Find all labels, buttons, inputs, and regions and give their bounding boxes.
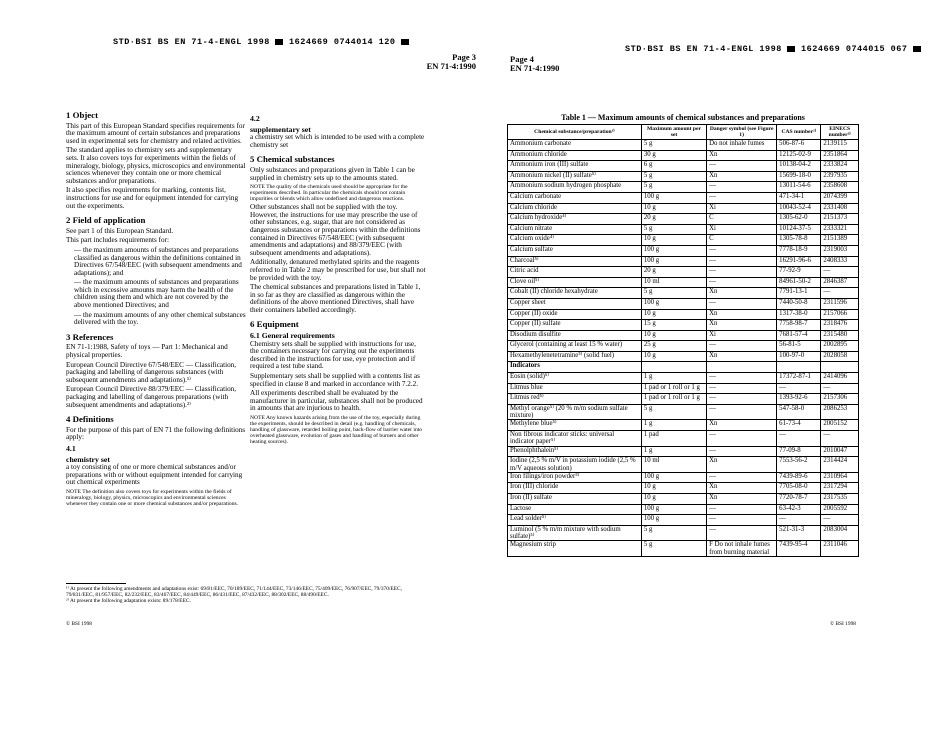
cell-einecs: 2318476: [821, 320, 859, 331]
cell-einecs: 2005152: [821, 420, 859, 431]
cell-danger-symbol: Xn: [707, 351, 777, 362]
cell-max-amount: 25 g: [641, 341, 706, 352]
cell-max-amount: 30 g: [641, 150, 706, 161]
cell-substance: Calcium carbonate: [508, 192, 642, 203]
cell-danger-symbol: —: [707, 298, 777, 309]
cell-max-amount: 5 g: [641, 140, 706, 151]
cell-max-amount: 10 ml: [641, 457, 706, 473]
cell-substance: Litmus blue: [508, 383, 642, 394]
cell-substance: Ammonium carbonate: [508, 140, 642, 151]
cell-substance: Magnesium strip: [508, 541, 642, 557]
cell-danger-symbol: Xn: [707, 288, 777, 299]
cell-danger-symbol: —: [707, 504, 777, 515]
cell-einecs: 2086253: [821, 404, 859, 420]
cell-cas: [777, 362, 821, 373]
barcode-mark: [787, 46, 795, 52]
table-row: [508, 150, 859, 161]
right-page-header: [510, 55, 559, 73]
cell-einecs: 2311596: [821, 298, 859, 309]
paragraph: The standard applies to chemistry sets and supplementary sets. It also covers toys for experiments within the fields of mineralogy, biology, physics, microscopics and environmental sciences whenever they contain one or more chemical substances and/or preparations.: [66, 146, 246, 185]
cell-danger-symbol: C: [707, 235, 777, 246]
table-row: [508, 457, 859, 473]
header-cas: CAS number²⁾: [777, 125, 821, 140]
cell-einecs: 2157066: [821, 309, 859, 320]
cell-substance: Calcium sulfate: [508, 245, 642, 256]
cell-danger-symbol: —: [707, 256, 777, 267]
cell-cas: 84961-50-2: [777, 277, 821, 288]
paragraph: Only substances and preparations given in Table 1 can be supplied in chemistry sets up to the amounts stated.: [250, 165, 415, 182]
section-4-title: 4 Definitions: [66, 414, 114, 425]
paragraph: This part includes requirements for:: [66, 236, 169, 245]
cell-max-amount: 1 g: [641, 446, 706, 457]
cell-substance: Copper (II) sulfate: [508, 320, 642, 331]
barcode-mark: [401, 39, 409, 45]
cell-max-amount: 5 g: [641, 541, 706, 557]
cell-cas: 7705-08-0: [777, 483, 821, 494]
cell-max-amount: 1 g: [641, 420, 706, 431]
cell-cas: 7791-13-1: [777, 288, 821, 299]
cell-cas: 15699-18-0: [777, 171, 821, 182]
cell-substance: Ammonium iron (III) sulfate: [508, 161, 642, 172]
cell-danger-symbol: —: [707, 182, 777, 193]
cell-substance: Iron filings/iron powder⁵⁾: [508, 472, 642, 483]
cell-cas: 7553-56-2: [777, 457, 821, 473]
cell-danger-symbol: C: [707, 214, 777, 225]
cell-danger-symbol: Xn: [707, 483, 777, 494]
cell-max-amount: 10 g: [641, 351, 706, 362]
cell-substance: Iodine (2,5 % m/V in potassium iodide (2,5 % m/V aqueous solution): [508, 457, 642, 473]
scan-header-left: [113, 37, 409, 47]
cell-einecs: 2083004: [821, 525, 859, 541]
table-row: [508, 267, 859, 278]
section-3-title: 3 References: [66, 331, 114, 342]
left-column-1: [66, 112, 246, 509]
note: NOTE Any known hazards arising from the use of the toy, especially during the experiments, should be described in detail (e.g. handling of chemicals, handling of glassware, retarded boiling point, back-flow of barrier water into overheated glassware, evolution of gases and handling of burners and other heating sources).: [250, 415, 423, 445]
cell-cas: 7439-95-4: [777, 541, 821, 557]
table-row: [508, 420, 859, 431]
cell-substance: Calcium nitrate: [508, 224, 642, 235]
reference-item: EN 71-1:1988, Safety of toys — Part 1: Mechanical and physical properties.: [66, 343, 228, 360]
cell-substance: Luminol (5 % m/m mixture with sodium sulfate)⁵⁾: [508, 525, 642, 541]
cell-cas: 61-73-4: [777, 420, 821, 431]
cell-max-amount: 1 g: [641, 373, 706, 384]
table-row: [508, 515, 859, 526]
cell-danger-symbol: —: [707, 431, 777, 447]
cell-max-amount: 5 g: [641, 404, 706, 420]
cell-danger-symbol: —: [707, 472, 777, 483]
cell-max-amount: 100 g: [641, 192, 706, 203]
definition-number: 4.1: [66, 443, 76, 453]
right-page-number: Page 4: [510, 54, 534, 64]
cell-max-amount: 100 g: [641, 515, 706, 526]
cell-danger-symbol: [707, 362, 777, 373]
right-page-footer: © BSI 1998: [830, 621, 856, 627]
cell-cas: 521-31-3: [777, 525, 821, 541]
table-row: [508, 277, 859, 288]
cell-max-amount: 5 g: [641, 525, 706, 541]
cell-max-amount: 100 g: [641, 256, 706, 267]
cell-substance: Non fibrous indicator sticks: universal indicator paper⁵⁾: [508, 431, 642, 447]
cell-danger-symbol: —: [707, 341, 777, 352]
table-row: [508, 235, 859, 246]
cell-einecs: 2358608: [821, 182, 859, 193]
cell-einecs: 2028058: [821, 351, 859, 362]
cell-substance: Methyl orange⁵⁾ (20 % m/m sodium sulfate mixture): [508, 404, 642, 420]
cell-danger-symbol: F Do not inhale fumes from burning material: [707, 541, 777, 557]
definition-term: chemistry set: [66, 454, 110, 464]
cell-substance: Iron (II) sulfate: [508, 494, 642, 505]
scan-header-right: [625, 44, 921, 54]
cell-cas: 63-42-3: [777, 504, 821, 515]
cell-max-amount: 1 pad: [641, 431, 706, 447]
cell-substance: Charcoal⁵⁾: [508, 256, 642, 267]
cell-substance: Ammonium nickel (II) sulfate⁵⁾: [508, 171, 642, 182]
cell-max-amount: 20 g: [641, 214, 706, 225]
cell-einecs: 2333824: [821, 161, 859, 172]
cell-substance: Eosin (solid)⁵⁾: [508, 373, 642, 384]
paragraph: Chemistry sets shall be supplied with instructions for use, the containers necessary for carrying out the experiments described in the instructions for use, eye protection and if required a test tube stand.: [250, 339, 416, 371]
cell-max-amount: 1 pad or 1 roll or 1 g: [641, 394, 706, 405]
cell-max-amount: 6 g: [641, 161, 706, 172]
cell-danger-symbol: Xn: [707, 171, 777, 182]
cell-cas: —: [777, 515, 821, 526]
cell-danger-symbol: —: [707, 515, 777, 526]
table-header-row: [508, 125, 859, 140]
table-row: [508, 362, 859, 373]
paragraph: For the purpose of this part of EN 71 the following definitions apply:: [66, 425, 246, 442]
cell-danger-symbol: —: [707, 267, 777, 278]
cell-danger-symbol: Xi: [707, 203, 777, 214]
paragraph: Supplementary sets shall be supplied with a contents list as specified in clause 8 and marked in accordance with 7.2.2.: [250, 372, 420, 388]
table-row: [508, 288, 859, 299]
table-row: [508, 203, 859, 214]
cell-max-amount: 5 g: [641, 182, 706, 193]
cell-einecs: 2005592: [821, 504, 859, 515]
cell-cas: 100-97-0: [777, 351, 821, 362]
cell-danger-symbol: —: [707, 383, 777, 394]
cell-substance: Cobalt (II) chloride hexahydrate: [508, 288, 642, 299]
cell-substance: Copper (II) oxide: [508, 309, 642, 320]
footnote-1: ¹⁾ At present the following amendments and adaptations exist: 69/81/EEC, 70/189/EEC, 71/144/EEC, 73/146/EEC, 75/409/EEC, 76/907/EEC, 79/370/EEC, 79/831/EEC, 81/957/EEC, 82/232/EEC, 83/467/EEC, 84/449/EEC, 86/431/EEC, 87/432/EEC, 88/302/EEC, 88/490/EEC.: [66, 586, 402, 598]
cell-einecs: 2317535: [821, 494, 859, 505]
cell-substance: Citric acid: [508, 267, 642, 278]
footnotes: [66, 583, 428, 604]
table-row: [508, 383, 859, 394]
cell-danger-symbol: Xn: [707, 150, 777, 161]
cell-einecs: 2846387: [821, 277, 859, 288]
cell-danger-symbol: Xn: [707, 320, 777, 331]
table-row: [508, 404, 859, 420]
table-row: [508, 320, 859, 331]
cell-cas: 506-87-6: [777, 140, 821, 151]
cell-cas: 1305-62-0: [777, 214, 821, 225]
paragraph: The chemical substances and preparations listed in Table 1, in so far as they are classified as dangerous within the definitions of the above mentioned Directives, shall have their containers labelled accordingly.: [250, 283, 421, 314]
cell-substance: Hexamethylenetetramine⁵⁾ (solid fuel): [508, 351, 642, 362]
cell-einecs: 2317294: [821, 483, 859, 494]
cell-cas: 77-92-9: [777, 267, 821, 278]
table-row: [508, 171, 859, 182]
paragraph: This part of this European Standard specifies requirements for the maximum amount of certain substances and preparations used in experimental sets for chemistry and related activities.: [66, 121, 245, 145]
definition-number: 4.2: [250, 114, 260, 123]
cell-danger-symbol: —: [707, 161, 777, 172]
table-row: [508, 446, 859, 457]
cell-danger-symbol: Xn: [707, 420, 777, 431]
cell-max-amount: 20 g: [641, 267, 706, 278]
cell-danger-symbol: Xi: [707, 224, 777, 235]
list-item: — the maximum amounts of substances and preparations classified as dangerous within the definitions contained in Directives 67/548/EEC (with subsequent amendments and adaptations); and: [74, 245, 242, 277]
cell-einecs: [821, 362, 859, 373]
cell-max-amount: [641, 362, 706, 373]
table-row: [508, 245, 859, 256]
cell-danger-symbol: —: [707, 446, 777, 457]
cell-substance: Lactose: [508, 504, 642, 515]
header-substance: Chemical substance/preparation¹⁾: [508, 125, 642, 140]
cell-einecs: 2139115: [821, 140, 859, 151]
table-row: [508, 140, 859, 151]
cell-einecs: 2319003: [821, 245, 859, 256]
cell-max-amount: 5 g: [641, 288, 706, 299]
table-body: [508, 140, 859, 557]
cell-einecs: 2074399: [821, 192, 859, 203]
cell-einecs: 2315480: [821, 330, 859, 341]
table-row: [508, 394, 859, 405]
cell-max-amount: 10 g: [641, 235, 706, 246]
cell-einecs: —: [821, 267, 859, 278]
table-row: [508, 256, 859, 267]
table-row: [508, 341, 859, 352]
list-item: — the maximum amounts of any other chemical substances delivered with the toy.: [74, 310, 246, 327]
list-item: — the maximum amounts of substances and preparations which in excessive amounts may harm the health of the children using them and which are not covered by the above mentioned Directives; and: [74, 278, 239, 310]
cell-cas: 7440-50-8: [777, 298, 821, 309]
table-row: [508, 472, 859, 483]
section-5-title: 5 Chemical substances: [250, 154, 335, 165]
reference-item: European Council Directive 88/379/EEC — Classification, packaging and labelling of dangerous preparations (with subsequent amendments and adaptations).²⁾: [66, 385, 237, 409]
cell-danger-symbol: —: [707, 394, 777, 405]
scan-header-left-code: 1624669 0744014 120: [289, 37, 396, 47]
cell-danger-symbol: —: [707, 525, 777, 541]
table-row: [508, 224, 859, 235]
table-row: [508, 214, 859, 225]
reference-item: European Council Directive 67/548/EEC — Classification, packaging and labelling of dangerous substances (with subsequent amendments and adaptations).¹⁾: [66, 360, 237, 384]
cell-max-amount: 100 g: [641, 298, 706, 309]
cell-einecs: 2333321: [821, 224, 859, 235]
cell-einecs: 2314424: [821, 457, 859, 473]
cell-cas: 471-34-1: [777, 192, 821, 203]
cell-max-amount: 10 ml: [641, 277, 706, 288]
barcode-mark: [275, 39, 283, 45]
table-row: [508, 483, 859, 494]
cell-cas: —: [777, 383, 821, 394]
definition-text: a toy consisting of one or more chemical substances and/or preparations with or without equipment intended for carrying out chemical experiments: [66, 463, 243, 487]
cell-substance: Ammonium sodium hydrogen phosphate: [508, 182, 642, 193]
scan-header-left-text: STD·BSI BS EN 71-4-ENGL 1998: [113, 37, 270, 47]
cell-cas: 1317-38-0: [777, 309, 821, 320]
left-page-header: [380, 53, 476, 71]
cell-substance: Calcium oxide⁴⁾: [508, 235, 642, 246]
cell-substance: Calcium hydroxide⁴⁾: [508, 214, 642, 225]
cell-cas: 77-09-8: [777, 446, 821, 457]
cell-cas: 10138-04-2: [777, 161, 821, 172]
cell-einecs: 2311046: [821, 541, 859, 557]
header-max-amount: Maximum amount per set: [641, 125, 706, 140]
note: NOTE The definition also covers toys for experiments within the fields of mineralogy, biology, physics, microscopics and environmental sciences whenever they contain one or more chemical substances and/or preparations.: [66, 488, 239, 507]
cell-max-amount: 1 pad or 1 roll or 1 g: [641, 383, 706, 394]
paragraph: Additionally, denatured methylated spirits and the reagents referred to in Table 2 may be prescribed for use, but shall not be provided with the toy.: [250, 258, 426, 282]
cell-substance: Methylene blue⁵⁾: [508, 420, 642, 431]
cell-substance: Indicators: [508, 362, 642, 373]
cell-cas: —: [777, 431, 821, 447]
table-row: [508, 309, 859, 320]
cell-cas: 10124-37-5: [777, 224, 821, 235]
cell-substance: Calcium chloride: [508, 203, 642, 214]
cell-danger-symbol: —: [707, 245, 777, 256]
cell-substance: Glycerol (containing at least 15 % water): [508, 341, 642, 352]
cell-max-amount: 100 g: [641, 245, 706, 256]
cell-einecs: 2010047: [821, 446, 859, 457]
cell-max-amount: 15 g: [641, 320, 706, 331]
subsection-6-1-title: 6.1 General requirements: [250, 331, 335, 341]
cell-cas: 56-81-5: [777, 341, 821, 352]
left-page-number: Page 3: [452, 52, 476, 62]
cell-einecs: 2310964: [821, 472, 859, 483]
section-2-title: 2 Field of application: [66, 215, 146, 226]
cell-max-amount: 10 g: [641, 494, 706, 505]
table-row: [508, 330, 859, 341]
cell-einecs: 2331408: [821, 203, 859, 214]
header-danger-symbol: Danger symbol (see Figure 1): [707, 125, 777, 140]
cell-cas: 12125-02-9: [777, 150, 821, 161]
cell-einecs: 2151389: [821, 235, 859, 246]
table-row: [508, 351, 859, 362]
cell-substance: Litmus red⁵⁾: [508, 394, 642, 405]
cell-substance: Ammonium chloride: [508, 150, 642, 161]
section-1-title: 1 Object: [66, 110, 99, 120]
footnote-rule: [66, 583, 126, 584]
right-standard-id: EN 71-4:1990: [510, 63, 560, 73]
cell-max-amount: 5 g: [641, 171, 706, 182]
cell-cas: 7681-57-4: [777, 330, 821, 341]
paragraph: All experiments described shall be evaluated by the manufacturer in particular, substances shall not be produced in amounts that are injurious to health.: [250, 389, 423, 413]
paragraph: Other substances shall not be supplied with the toy. However, the instructions for use may prescribe the use of other substances, e.g. sugar, that are not considered as dangerous substances or preparations within the definitions contained in Directives 67/548/EEC (with subsequent amendments and adaptations) and 88/379/EEC (with subsequent amendments and adaptations).: [250, 203, 421, 257]
definition-term: supplementary set: [250, 124, 311, 134]
cell-max-amount: 10 g: [641, 309, 706, 320]
cell-substance: Disodium disulfite: [508, 330, 642, 341]
cell-cas: 17372-87-1: [777, 373, 821, 384]
cell-danger-symbol: —: [707, 277, 777, 288]
cell-cas: 7758-98-7: [777, 320, 821, 331]
cell-cas: 10043-52-4: [777, 203, 821, 214]
cell-cas: 16291-96-6: [777, 256, 821, 267]
paragraph: It also specifies requirements for marking, contents list, instructions for use and for equipment intended for carrying out the experiments.: [66, 186, 239, 210]
cell-cas: 7720-78-7: [777, 494, 821, 505]
cell-cas: 7778-18-9: [777, 245, 821, 256]
cell-cas: 1393-92-6: [777, 394, 821, 405]
cell-danger-symbol: Xi: [707, 330, 777, 341]
cell-einecs: —: [821, 515, 859, 526]
cell-danger-symbol: Xn: [707, 494, 777, 505]
cell-einecs: 2151373: [821, 214, 859, 225]
cell-cas: 7439-89-6: [777, 472, 821, 483]
cell-substance: Clove oil⁵⁾: [508, 277, 642, 288]
table-row: [508, 494, 859, 505]
cell-einecs: 2408333: [821, 256, 859, 267]
cell-einecs: 2397935: [821, 171, 859, 182]
barcode-mark: [913, 46, 921, 52]
cell-einecs: 2002895: [821, 341, 859, 352]
left-standard-id: EN 71-4:1990: [426, 61, 476, 71]
cell-max-amount: 10 g: [641, 483, 706, 494]
cell-einecs: —: [821, 288, 859, 299]
cell-danger-symbol: —: [707, 373, 777, 384]
table-row: [508, 373, 859, 384]
cell-max-amount: 100 g: [641, 472, 706, 483]
cell-danger-symbol: Do not inhale fumes: [707, 140, 777, 151]
table-row: [508, 161, 859, 172]
cell-danger-symbol: Xn: [707, 309, 777, 320]
cell-einecs: —: [821, 431, 859, 447]
cell-danger-symbol: —: [707, 404, 777, 420]
cell-max-amount: 10 g: [641, 330, 706, 341]
cell-cas: 1305-78-8: [777, 235, 821, 246]
cell-cas: 13011-54-6: [777, 182, 821, 193]
table-row: [508, 525, 859, 541]
table-row: [508, 504, 859, 515]
cell-max-amount: 10 g: [641, 203, 706, 214]
cell-substance: Phenolphthalein⁵⁾: [508, 446, 642, 457]
chemical-table: [507, 124, 859, 557]
table-row: [508, 431, 859, 447]
cell-max-amount: 5 g: [641, 224, 706, 235]
cell-substance: Copper sheet: [508, 298, 642, 309]
cell-danger-symbol: Xn: [707, 457, 777, 473]
left-page-footer: © BSI 1998: [66, 621, 92, 627]
cell-max-amount: 100 g: [641, 504, 706, 515]
cell-einecs: 2414096: [821, 373, 859, 384]
header-einecs: EINECS number³⁾: [821, 125, 859, 140]
table-row: [508, 541, 859, 557]
cell-substance: Lead solder⁵⁾: [508, 515, 642, 526]
scan-header-right-code: 1624669 0744015 067: [801, 44, 908, 54]
cell-danger-symbol: —: [707, 192, 777, 203]
note: NOTE The quality of the chemicals used should be appropriate for the experiments described. In particular the chemicals should not contain impurities or blends which allow undefined and dangerous reactions.: [250, 184, 408, 203]
cell-einecs: 2157306: [821, 394, 859, 405]
left-column-2: [250, 115, 426, 447]
table-row: [508, 298, 859, 309]
table-title: Table 1 — Maximum amounts of chemical substances and preparations: [561, 113, 805, 122]
cell-substance: Iron (III) chloride: [508, 483, 642, 494]
paragraph: See part 1 of this European Standard.: [66, 226, 174, 235]
footnote-2: ²⁾ At present the following adaptation exists: 89/178/EEC.: [66, 598, 191, 604]
cell-einecs: 2351864: [821, 150, 859, 161]
cell-einecs: —: [821, 383, 859, 394]
section-6-title: 6 Equipment: [250, 319, 299, 330]
cell-cas: 547-58-0: [777, 404, 821, 420]
table-row: [508, 192, 859, 203]
definition-text: a chemistry set which is intended to be used with a complete chemistry set: [250, 133, 425, 149]
table-row: [508, 182, 859, 193]
scan-header-right-text: STD·BSI BS EN 71-4-ENGL 1998: [625, 44, 782, 54]
